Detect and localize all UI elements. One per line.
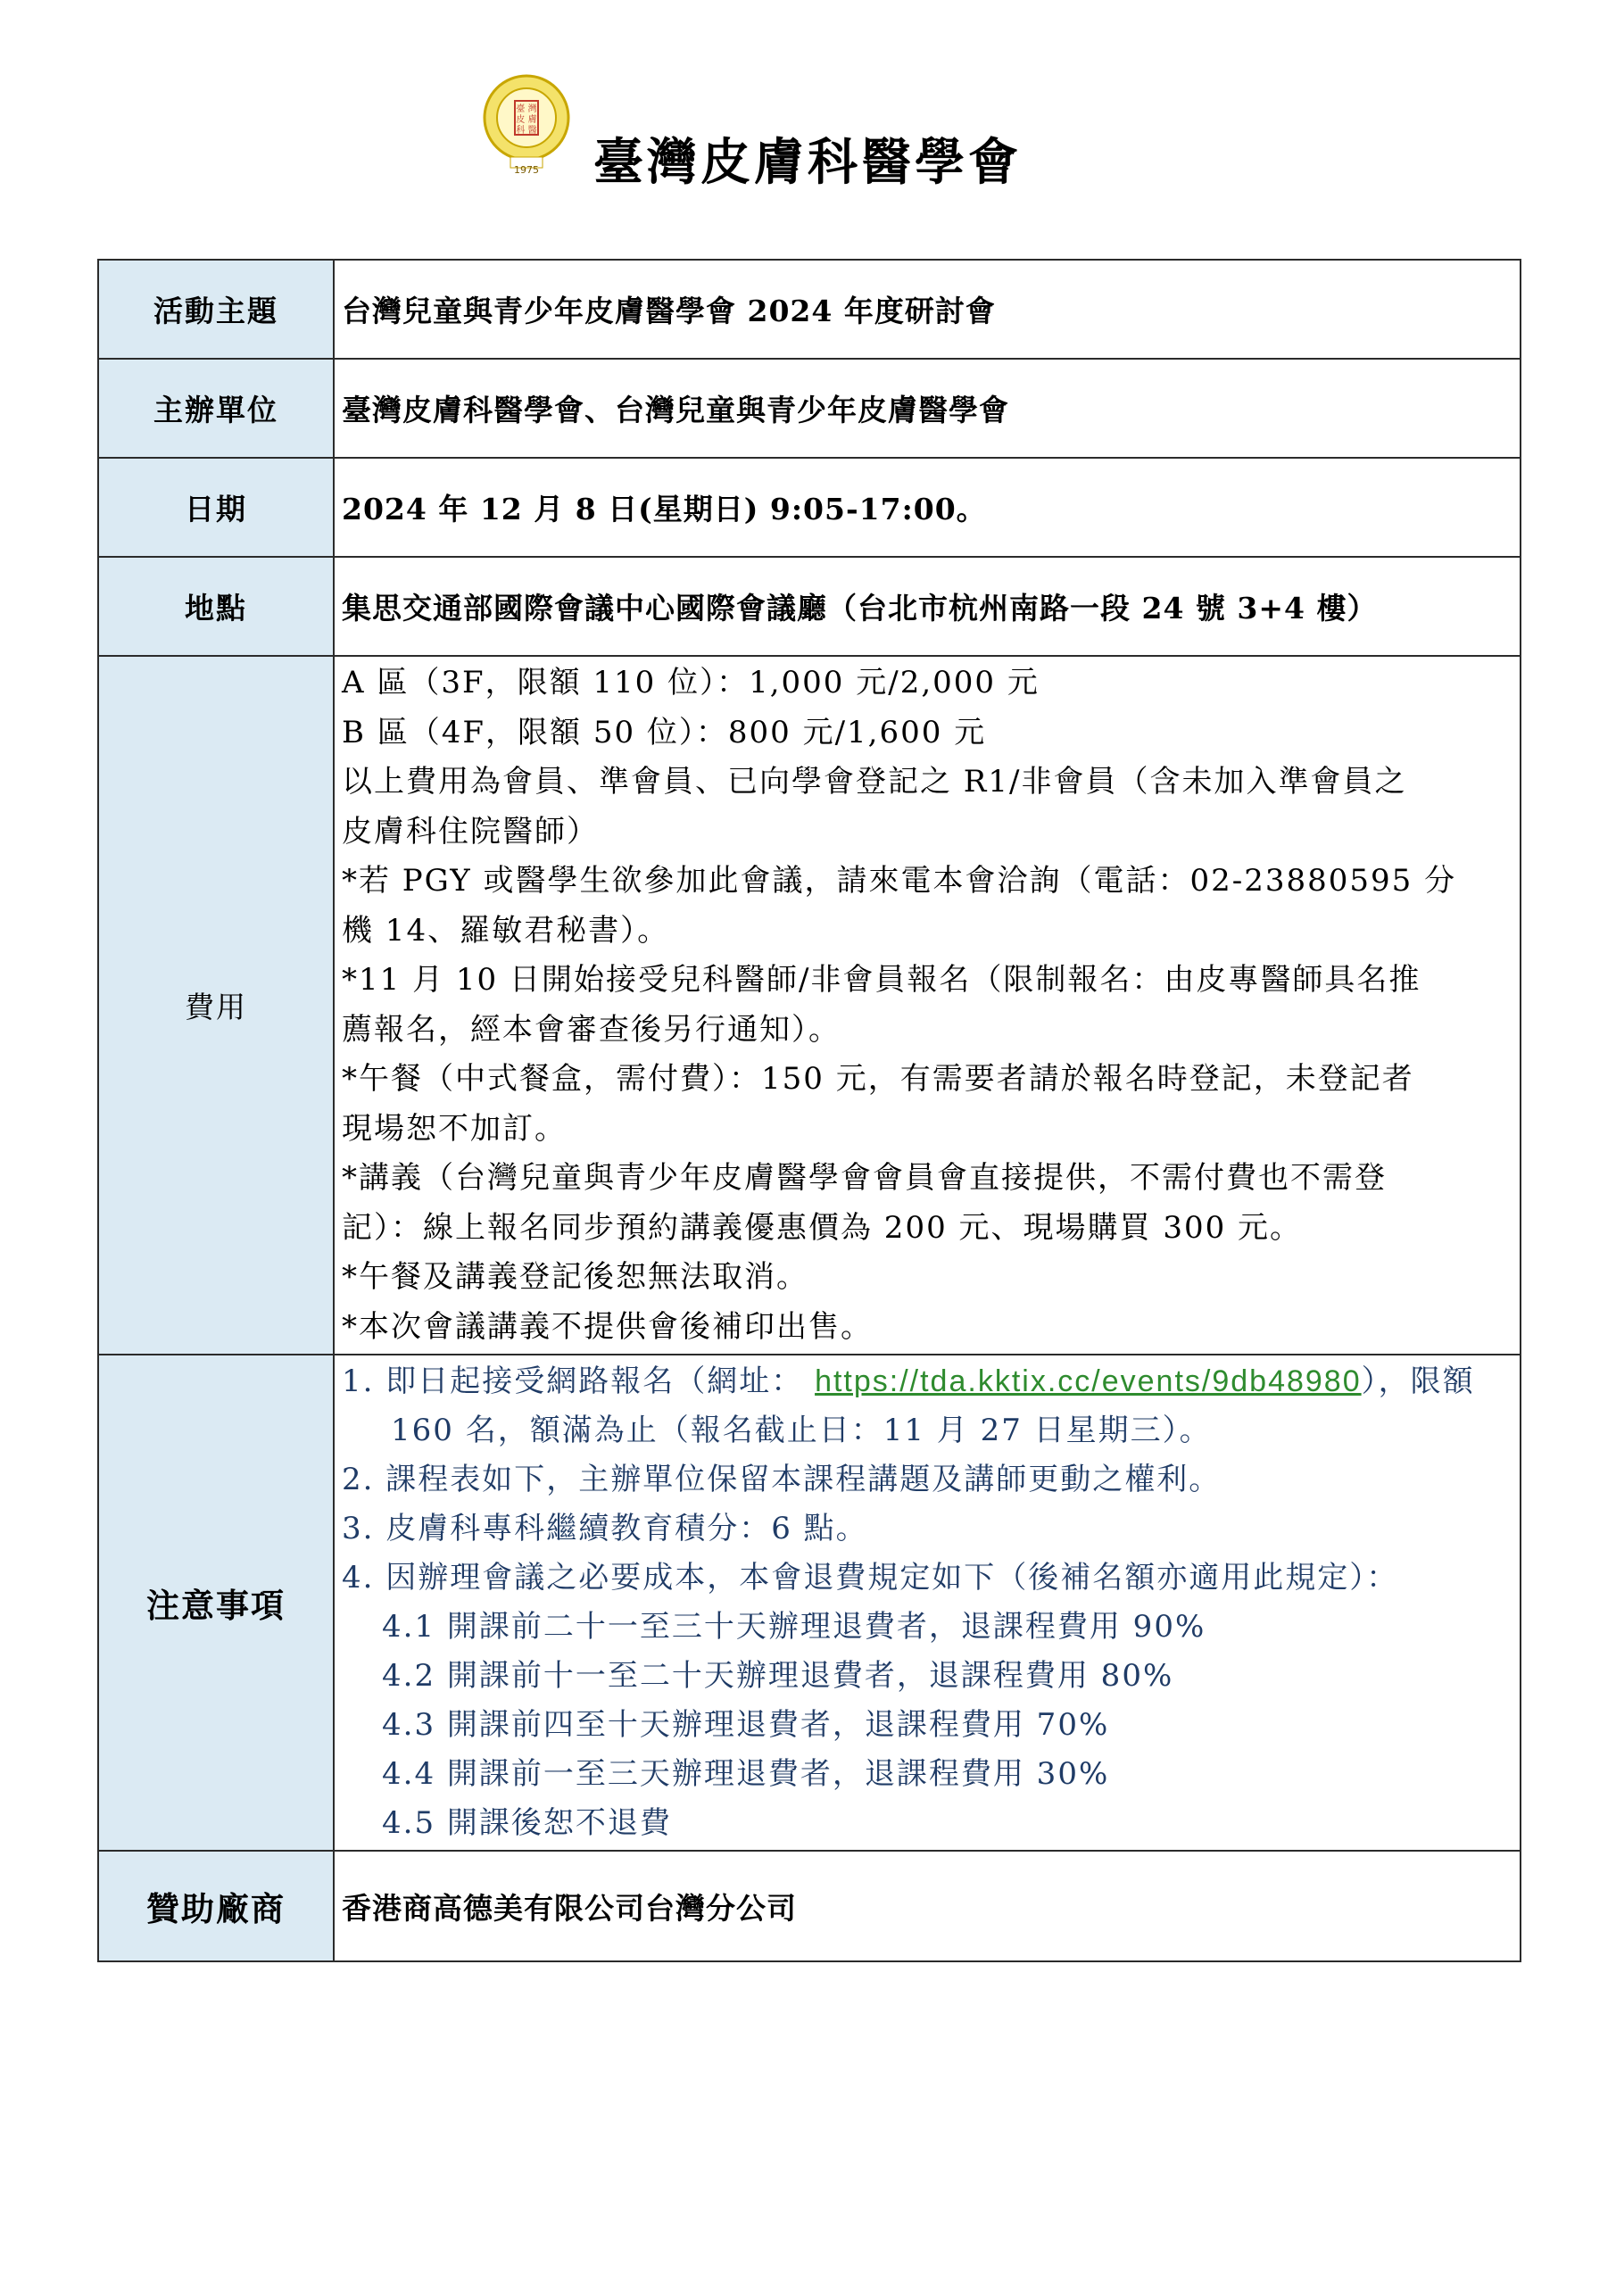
value-notes (334, 1355, 1521, 1851)
label-date: 日期 (98, 458, 334, 557)
fee-line: 皮膚科住院醫師） (342, 813, 599, 850)
value-topic: 台灣兒童與青少年皮膚醫學會 2024 年度研討會 (334, 260, 1521, 359)
fee-line: 現場恕不加訂。 (342, 1110, 567, 1147)
row-topic (98, 260, 1521, 359)
row-notes (98, 1355, 1521, 1851)
refund-rule: 4.5 開課後恕不退費 (382, 1805, 672, 1841)
refund-rule: 4.4 開課前一至三天辦理退費者，退課程費用 30% (382, 1756, 1110, 1792)
label-venue: 地點 (98, 557, 334, 656)
svg-text:臺 灣: 臺 灣 (516, 104, 537, 114)
label-organizer: 主辦單位 (98, 359, 334, 458)
row-venue (98, 557, 1521, 656)
header (0, 71, 1616, 205)
fee-line: A 區（3F，限額 110 位）：1,000 元/2,000 元 (342, 665, 1040, 700)
refund-rule: 4.1 開課前二十一至三十天辦理退費者，退課程費用 90% (382, 1609, 1206, 1645)
note-item-1 (342, 1357, 1512, 1406)
value-date: 2024 年 12 月 8 日(星期日) 9:05-17:00。 (334, 458, 1521, 557)
association-logo (482, 71, 571, 176)
label-topic: 活動主題 (98, 260, 334, 359)
row-fee (98, 656, 1521, 1355)
fee-line: *若 PGY 或醫學生欲參加此會議，請來電本會洽詢（電話：02-23880595 分 (342, 863, 1457, 899)
svg-text:皮 膚: 皮 膚 (516, 115, 537, 125)
fee-line: 記）：線上報名同步預約講義優惠價為 200 元、現場購買 300 元。 (342, 1209, 1303, 1246)
refund-rule: 4.3 開課前四至十天辦理退費者，退課程費用 70% (382, 1707, 1110, 1743)
note-item-1-text: 1. 即日起接受網路報名（網址： (342, 1364, 804, 1399)
note-item-1-suffix: ），限額 (1361, 1364, 1475, 1399)
row-sponsor (98, 1851, 1521, 1961)
registration-link[interactable]: https://tda.kktix.cc/events/9db48980 (815, 1364, 1362, 1398)
note-item-4: 4. 因辦理會議之必要成本，本會退費規定如下（後補名額亦適用此規定）： (342, 1560, 1399, 1596)
fee-line: 機 14、羅敏君秘書）。 (342, 912, 670, 949)
note-item-2: 2. 課程表如下，主辦單位保留本課程講題及講師更動之權利。 (342, 1462, 1222, 1497)
fee-line: 以上費用為會員、準會員、已向學會登記之 R1/非會員（含未加入準會員之 (342, 764, 1407, 800)
label-notes: 注意事項 (98, 1355, 334, 1851)
label-fee: 費用 (98, 656, 334, 1355)
fee-line: *11 月 10 日開始接受兒科醫師/非會員報名（限制報名：由皮專醫師具名推 (342, 962, 1421, 998)
fee-line: B 區（4F，限額 50 位）：800 元/1,600 元 (342, 714, 987, 750)
label-sponsor: 贊助廠商 (98, 1851, 334, 1961)
fee-line: *午餐及講義登記後恕無法取消。 (342, 1259, 808, 1295)
value-fee (334, 656, 1521, 1355)
value-organizer: 臺灣皮膚科醫學會、台灣兒童與青少年皮膚醫學會 (334, 359, 1521, 458)
fee-line: *午餐（中式餐盒，需付費）：150 元，有需要者請於報名時登記，未登記者 (342, 1061, 1414, 1097)
logo-year: 1975 (514, 164, 539, 176)
seal-icon (482, 71, 571, 170)
svg-text:科 醫: 科 醫 (516, 126, 537, 136)
note-item-3: 3. 皮膚科專科繼續教育積分：6 點。 (342, 1511, 868, 1546)
note-item-1-continued: 160 名，額滿為止（報名截止日：11 月 27 日星期三）。 (391, 1413, 1212, 1448)
row-organizer (98, 359, 1521, 458)
value-venue: 集思交通部國際會議中心國際會議廳（台北市杭州南路一段 24 號 3+4 樓） (334, 557, 1521, 656)
fee-line: *本次會議講義不提供會後補印出售。 (342, 1308, 873, 1345)
value-sponsor: 香港商高德美有限公司台灣分公司 (334, 1851, 1521, 1961)
row-date (98, 458, 1521, 557)
event-info-table (97, 259, 1521, 1962)
org-title: 臺灣皮膚科醫學會 (593, 133, 1022, 192)
fee-line: *講義（台灣兒童與青少年皮膚醫學會會員會直接提供，不需付費也不需登 (342, 1160, 1387, 1196)
refund-rule: 4.2 開課前十一至二十天辦理退費者，退課程費用 80% (382, 1658, 1174, 1694)
fee-line: 薦報名，經本會審查後另行通知）。 (342, 1011, 841, 1048)
